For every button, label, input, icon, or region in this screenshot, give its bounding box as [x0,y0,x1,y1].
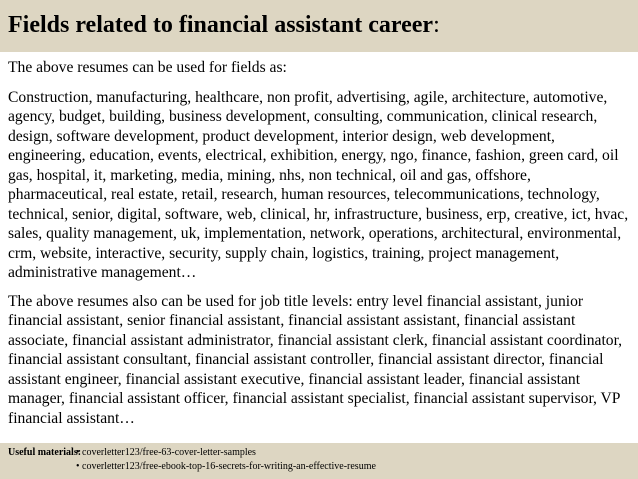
footer-label-spacer [8,460,76,474]
footer-row-1 [8,446,630,460]
footer-link-resume-ebook[interactable]: • coverletter123/free-ebook-top-16-secrets-for-writing-an-effective-resume [76,461,376,472]
intro-paragraph: The above resumes can be used for fields as: [8,59,287,76]
page-title-text: Fields related to financial assistant career [8,12,434,38]
main-content [8,58,632,428]
footer-bar [0,443,638,479]
footer-row-2 [8,460,630,474]
job-levels-paragraph: The above resumes also can be used for job title levels: entry level financial assistant, junior financial assistant, senior financial assistant, financial assistant assistant, financial assistant associate, financial assistant administrator, financial assistant clerk, financial assistant coordinator, financial assistant consultant, financial assistant controller, financial assistant director, financial assistant engineer, financial assistant executive, financial assistant leader, financial assistant manager, financial assistant officer, financial assistant specialist, financial assistant supervisor, VP financial assistant… [8,292,623,427]
footer-label: Useful materials: [8,447,82,458]
page-title-colon: : [433,12,440,38]
page-title [8,8,630,42]
fields-paragraph: Construction, manufacturing, healthcare, non profit, advertising, agile, architecture, automotive, agency, budget, building, business development, consulting, communication, clinical research, design, software development, product development, interior design, web development, engineering, education, events, electrical, exhibition, energy, ngo, finance, fashion, green card, oil gas, hospital, it, marketing, media, mining, nhs, non technical, oil and gas, offshore, pharmaceutical, real estate, retail, research, human resources, telecommunications, technology, technical, senior, digital, software, web, clinical, hr, infrastructure, business, erp, creative, ict, hvac, sales, quality management, uk, implementation, network, operations, architectural, environmental, crm, website, interactive, security, supply chain, logistics, training, project management, administrative management… [8,88,629,281]
header-bar [0,0,638,52]
footer-link-cover-letter-samples[interactable]: • coverletter123/free-63-cover-letter-samples [76,447,256,458]
